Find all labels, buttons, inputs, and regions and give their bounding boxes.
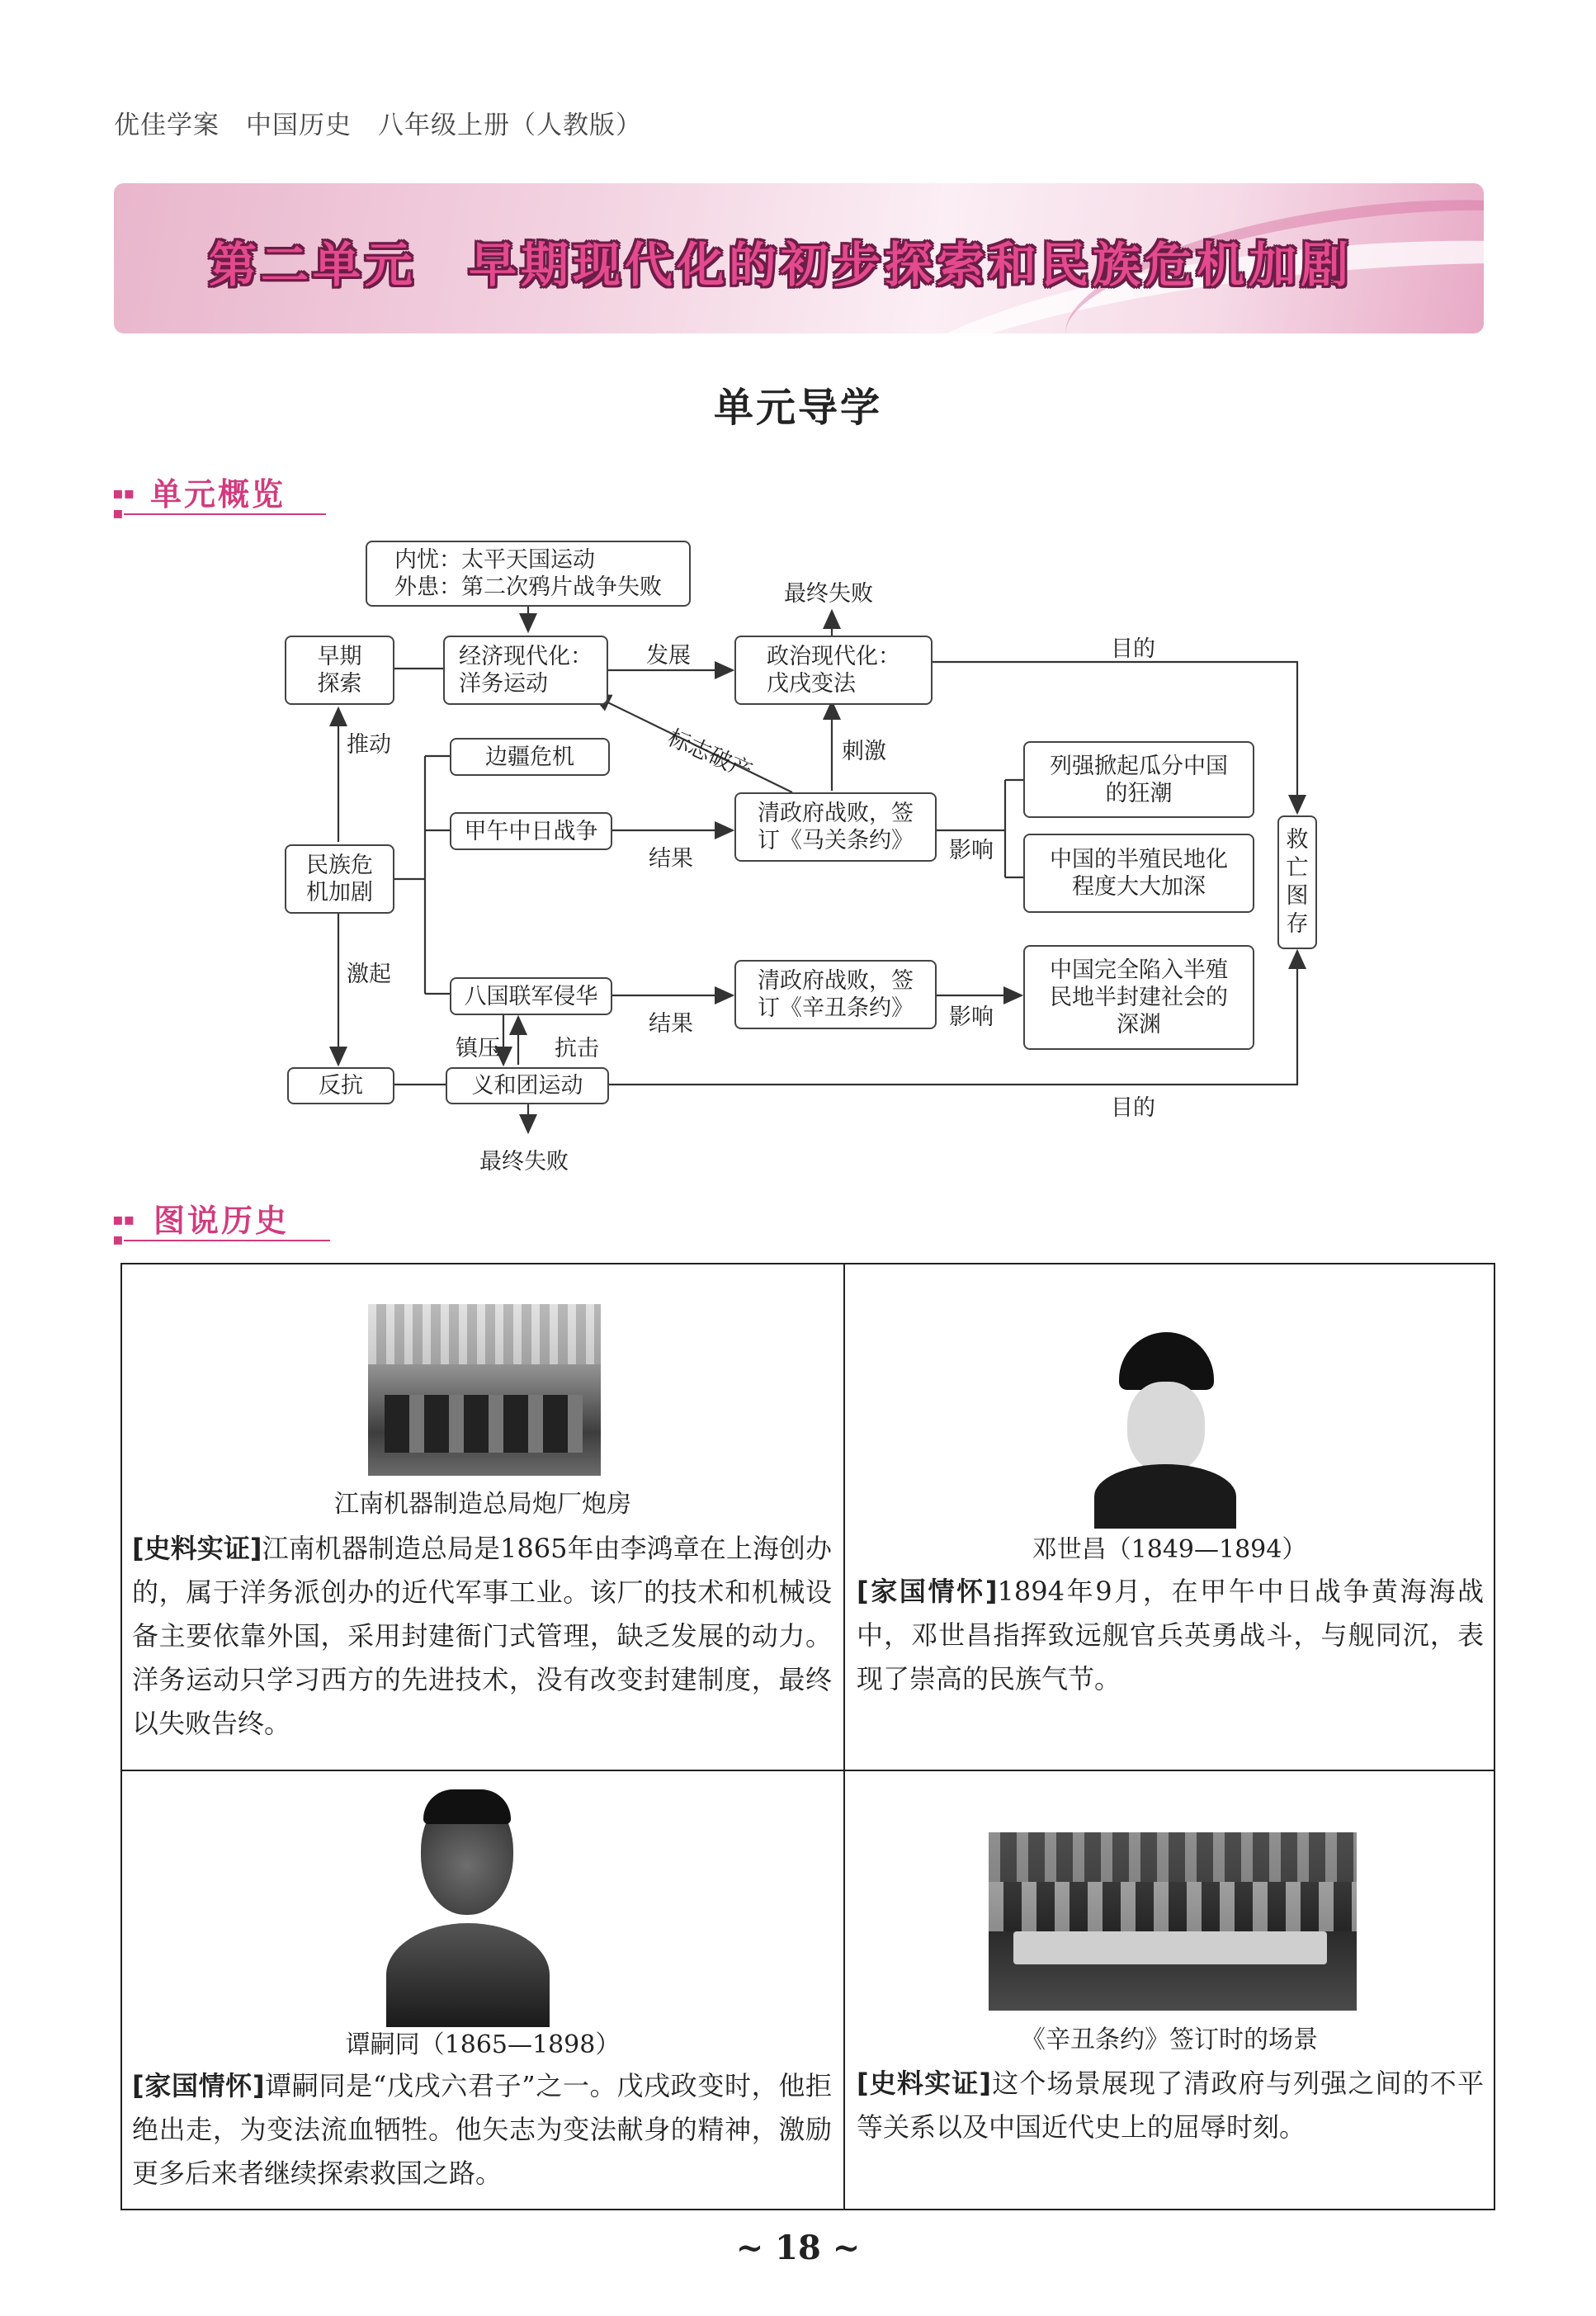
text-tan-sitong	[132, 2064, 832, 2195]
box-semi-colonization	[1023, 834, 1254, 913]
box-treaty-shimonoseki	[734, 792, 937, 862]
box-scramble-for-china	[1023, 741, 1254, 818]
box-national-crisis-line1: 民族危	[306, 853, 373, 878]
text-protocol-signing	[857, 2062, 1484, 2149]
card-tan-sitong	[122, 1771, 843, 2209]
box-early-exploration	[285, 636, 394, 705]
section-dots-icon: ▪▪ ▪	[112, 483, 135, 522]
box-early-exploration-line2: 探索	[317, 671, 362, 697]
box-complete-line2: 民地半封建社会的	[1050, 985, 1228, 1010]
label-influence-1: 影响	[949, 838, 994, 863]
box-national-salvation-text: 救亡图存	[1286, 827, 1309, 937]
unit-title: 第二单元 早期现代化的初步探索和民族危机加剧	[209, 237, 1353, 293]
section-dots-icon: ▪▪ ▪	[112, 1209, 135, 1249]
box-political-line1: 政治现代化：	[767, 644, 900, 669]
text-deng-shichang	[857, 1570, 1484, 1701]
label-final-failure-bottom: 最终失败	[479, 1149, 569, 1175]
box-political-modernization	[734, 636, 933, 705]
label-stimulate: 刺激	[842, 739, 886, 764]
text-arsenal	[132, 1527, 832, 1746]
tag-evidence: [史料实证]	[132, 1533, 262, 1564]
label-final-failure-top: 最终失败	[784, 581, 873, 607]
caption-arsenal: 江南机器制造总局炮厂炮房	[334, 1490, 631, 1519]
box-economic-line2: 洋务运动	[459, 671, 548, 697]
box-eight-nation-invasion: 八国联军侵华	[450, 977, 612, 1015]
picture-history-table	[120, 1263, 1495, 2210]
caption-protocol-signing: 《辛丑条约》签订时的场景	[1021, 2025, 1318, 2054]
box-shimonoseki-line1: 清政府战败，签	[758, 801, 914, 826]
running-header: 优佳学案 中国历史 八年级上册（人教版）	[114, 111, 642, 140]
caption-tan-sitong: 谭嗣同（1865—1898）	[345, 2030, 621, 2059]
body-deng-shichang: 1894年9月，在甲午中日战争黄海海战中，邓世昌指挥致远舰官兵英勇战斗，与舰同沉，表现了崇高的民族气节。	[857, 1576, 1484, 1694]
photo-tan-sitong	[386, 1783, 550, 2027]
section-heading-pictures: 图说历史	[153, 1203, 290, 1239]
box-economic-line1: 经济现代化：	[459, 644, 593, 669]
box-shimonoseki-line2: 订《马关条约》	[758, 828, 914, 853]
box-boxer-protocol	[734, 960, 937, 1029]
box-causes	[366, 541, 691, 607]
box-national-crisis	[285, 844, 394, 914]
box-causes-line1: 内忧：太平天国运动	[394, 547, 595, 573]
body-arsenal: 江南机器制造总局是1865年由李鸿章在上海创办的，属于洋务派创办的近代军事工业。该厂的技术和机械设备主要依靠外国，采用封建衙门式管理，缺乏发展的动力。洋务运动只学习西方的先进技术，没有改变封建制度，最终以失败告终。	[132, 1533, 832, 1739]
photo-protocol-signing	[989, 1832, 1357, 2011]
box-economic-modernization	[443, 636, 608, 705]
box-complete-line3: 深渊	[1117, 1012, 1161, 1037]
label-suppress: 镇压	[456, 1036, 500, 1061]
box-boxer-protocol-line2: 订《辛丑条约》	[758, 995, 914, 1021]
box-semi-colonization-line2: 程度大大加深	[1072, 874, 1206, 900]
tag-evidence: [史料实证]	[857, 2068, 992, 2099]
box-sino-japanese-war: 甲午中日战争	[450, 812, 612, 850]
box-national-salvation	[1277, 815, 1317, 949]
card-boxer-protocol-signing	[845, 1771, 1494, 2209]
box-political-line2: 戊戌变法	[767, 671, 856, 697]
label-purpose-bottom: 目的	[1111, 1095, 1155, 1121]
caption-deng-shichang: 邓世昌（1849—1894）	[1032, 1535, 1307, 1564]
body-protocol-signing: 这个场景展现了清政府与列强之间的不平等关系以及中国近代史上的屈辱时刻。	[857, 2068, 1484, 2143]
photo-arsenal-workshop	[368, 1304, 601, 1476]
tag-patriotism: [家国情怀]	[132, 2070, 265, 2101]
box-resistance: 反抗	[287, 1067, 394, 1104]
page-number: ~ 18 ~	[735, 2229, 861, 2267]
label-resist: 抗击	[555, 1036, 599, 1061]
box-complete-line1: 中国完全陷入半殖	[1050, 957, 1228, 983]
box-national-crisis-line2: 机加剧	[306, 880, 373, 905]
label-result-2: 结果	[649, 1011, 693, 1037]
label-result-1: 结果	[649, 846, 693, 872]
section-heading-overview: 单元概览	[150, 476, 286, 513]
card-jiangnan-arsenal	[122, 1264, 843, 1770]
page-title: 单元导学	[713, 385, 882, 431]
box-boxer-protocol-line1: 清政府战败，签	[758, 968, 914, 994]
section-underline	[124, 1240, 330, 1241]
label-marks-bankruptcy: 标志破产	[663, 725, 756, 785]
body-tan-sitong: 谭嗣同是“戊戌六君子”之一。戊戌政变时，他拒绝出走，为变法流血牺牲。他矢志为变法献身的精神，激励更多后来者继续探索救国之路。	[132, 2070, 832, 2189]
box-causes-line2: 外患：第二次鸦片战争失败	[394, 574, 662, 600]
label-purpose-top: 目的	[1111, 636, 1155, 662]
label-develop: 发展	[646, 643, 691, 669]
tag-patriotism: [家国情怀]	[857, 1576, 998, 1607]
box-scramble-line2: 的狂潮	[1105, 780, 1173, 806]
label-arouse: 激起	[347, 962, 391, 987]
box-frontier-crisis: 边疆危机	[450, 738, 610, 776]
box-semi-colonization-line1: 中国的半殖民地化	[1050, 847, 1228, 872]
label-promote: 推动	[347, 732, 391, 758]
box-complete-semi-colony	[1023, 945, 1254, 1050]
card-deng-shichang	[845, 1264, 1494, 1770]
label-influence-2: 影响	[949, 1004, 994, 1030]
box-early-exploration-line1: 早期	[317, 644, 362, 669]
box-boxer-movement: 义和团运动	[446, 1067, 609, 1104]
box-scramble-line1: 列强掀起瓜分中国	[1050, 753, 1228, 779]
photo-deng-shichang	[1094, 1332, 1236, 1529]
